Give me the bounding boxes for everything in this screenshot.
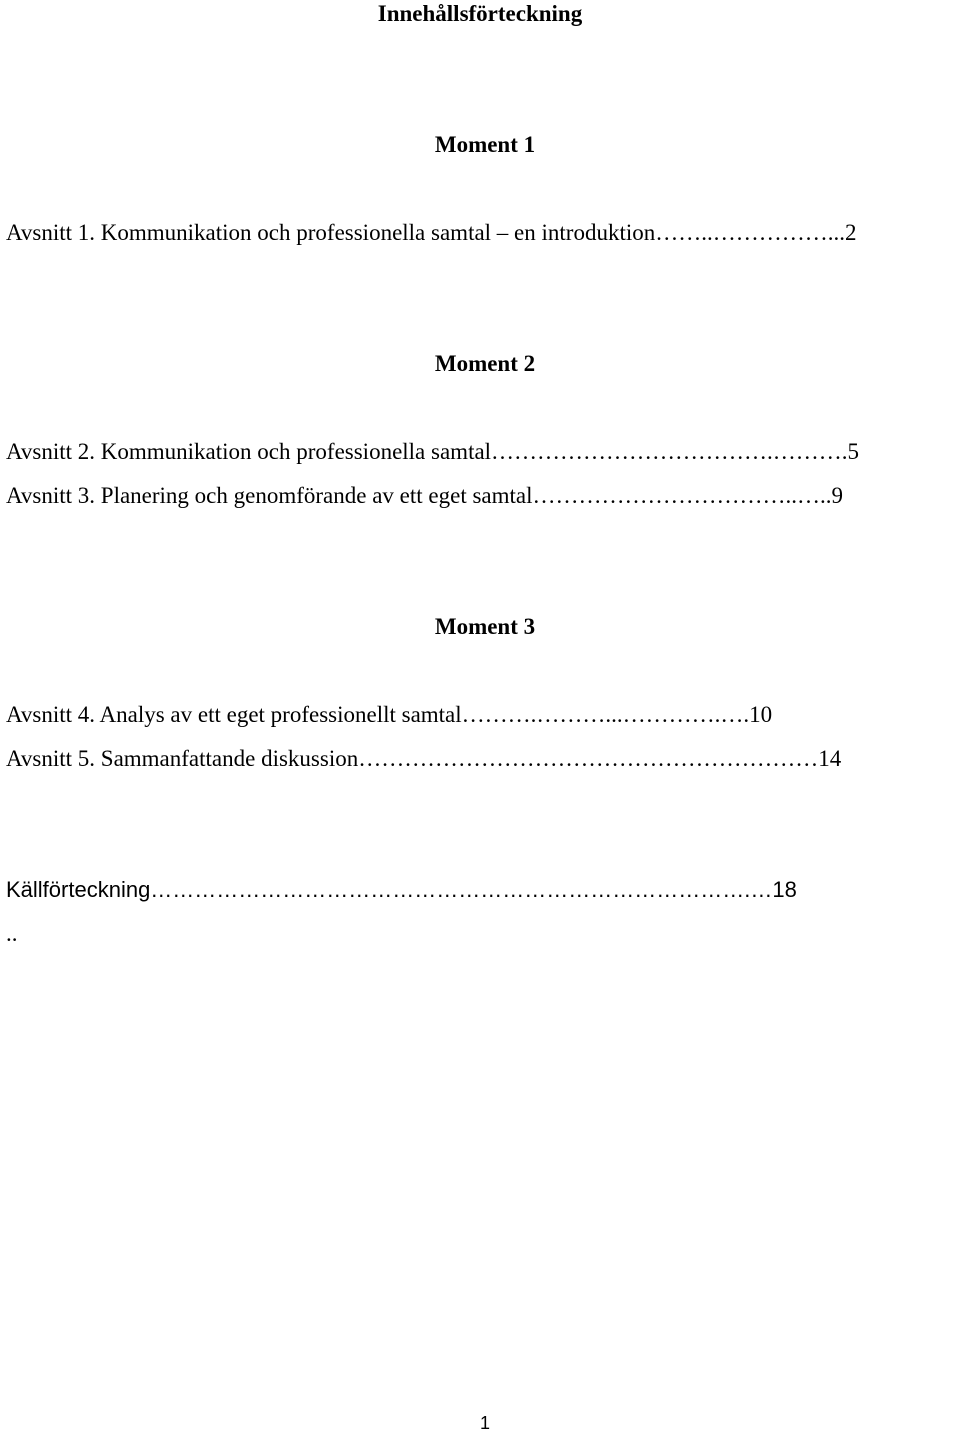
toc-entry-avsnitt-1[interactable]: Avsnitt 1. Kommunikation och professionella samtal – en introduktion……..……………...2 [6, 220, 857, 245]
moment-3-heading: Moment 3 [434, 614, 536, 639]
toc-entry-avsnitt-3[interactable]: Avsnitt 3. Planering och genomförande av ett eget samtal……………………………..…..9 [6, 483, 844, 508]
stray-dots: .. [6, 921, 18, 946]
moment-2-heading: Moment 2 [434, 351, 536, 376]
toc-entry-avsnitt-4[interactable]: Avsnitt 4. Analys av ett eget professionellt samtal……….………...………….….10 [6, 702, 773, 727]
toc-entry-avsnitt-2[interactable]: Avsnitt 2. Kommunikation och professionella samtal……………………………….……….5 [6, 439, 860, 464]
toc-entry-avsnitt-5[interactable]: Avsnitt 5. Sammanfattande diskussion……………………………………………………14 [6, 746, 842, 771]
toc-entry-kallforteckning[interactable]: Källförteckning……………………………………………………………………….…18 [6, 877, 797, 902]
page-number: 1 [479, 1413, 490, 1433]
page-title: Innehållsförteckning [377, 1, 583, 26]
moment-1-heading: Moment 1 [434, 132, 536, 157]
